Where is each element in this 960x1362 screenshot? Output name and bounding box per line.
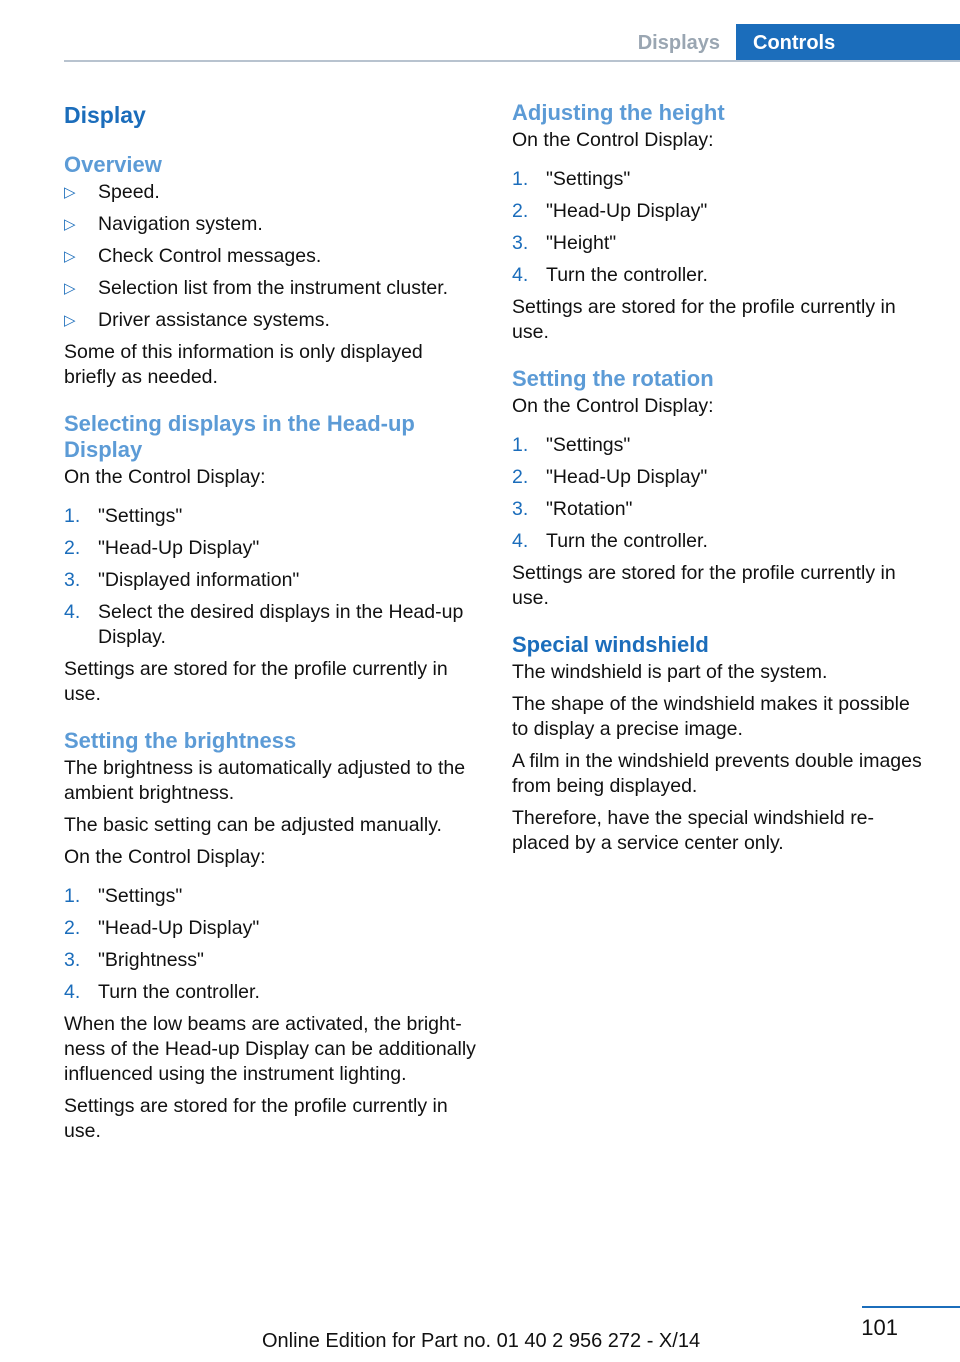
step-item: 1. "Settings" xyxy=(64,885,183,907)
running-header xyxy=(64,24,960,62)
step-number: 2. xyxy=(512,466,529,488)
step-item: 3. "Height" xyxy=(512,232,617,254)
bullet-triangle-icon: ▷ xyxy=(64,184,76,201)
step-number: 4. xyxy=(64,601,81,623)
step-item: 4. Select the desired displays in the Head-up Display. xyxy=(64,601,464,648)
windshield-paragraph: The windshield is part of the system. xyxy=(512,661,828,683)
right-column xyxy=(512,100,922,863)
brightness-note: When the low beams are activated, the brightness of the Head-up Display can be additionally influenced using the instrument lighting. xyxy=(64,1013,476,1085)
page-number: 101 xyxy=(861,1315,898,1340)
rotation-note: Settings are stored for the profile currently in use. xyxy=(512,562,896,609)
step-number: 3. xyxy=(512,232,529,254)
step-number: 1. xyxy=(64,505,81,527)
selecting-intro: On the Control Display: xyxy=(64,466,266,488)
windshield-heading: Special windshield xyxy=(512,632,709,657)
step-item: 3. "Rotation" xyxy=(512,498,633,520)
overview-heading: Overview xyxy=(64,152,162,177)
page-title: Display xyxy=(64,102,146,128)
brightness-note: Settings are stored for the profile currently in use. xyxy=(64,1095,448,1142)
step-number: 1. xyxy=(512,168,529,190)
step-item: 1. "Settings" xyxy=(512,434,631,456)
rotation-heading: Setting the rotation xyxy=(512,366,714,391)
step-number: 4. xyxy=(64,981,81,1003)
height-heading: Adjusting the height xyxy=(512,100,725,125)
step-number: 3. xyxy=(512,498,529,520)
brightness-paragraph: The basic setting can be adjusted manually. xyxy=(64,814,442,836)
step-number: 3. xyxy=(64,569,81,591)
windshield-paragraph: Therefore, have the special windshield replaced by a service center only. xyxy=(512,807,875,854)
step-item: 1. "Settings" xyxy=(512,168,631,190)
rotation-intro: On the Control Display: xyxy=(512,395,714,417)
list-item: ▷ Speed. xyxy=(64,181,160,203)
section-tab: Displays xyxy=(637,32,720,54)
brightness-heading: Setting the brightness xyxy=(64,728,297,753)
step-item: 4. Turn the controller. xyxy=(512,530,708,552)
step-item: 2. "Head-Up Display" xyxy=(64,537,260,559)
step-number: 4. xyxy=(512,264,529,286)
brightness-paragraph: The brightness is automatically adjusted to the ambient brightness. xyxy=(64,757,466,804)
selecting-heading: Selecting displays in the Head-up Display xyxy=(64,411,415,462)
windshield-paragraph: The shape of the windshield makes it possible to display a precise image. xyxy=(512,693,910,740)
rotation-steps xyxy=(512,433,922,554)
selecting-steps xyxy=(64,504,480,650)
step-item: 4. Turn the controller. xyxy=(64,981,260,1003)
footer-rule xyxy=(862,1306,960,1308)
bullet-triangle-icon: ▷ xyxy=(64,216,76,233)
step-number: 1. xyxy=(512,434,529,456)
header-rule xyxy=(64,60,960,62)
step-number: 4. xyxy=(512,530,529,552)
left-column xyxy=(64,100,480,1151)
step-number: 3. xyxy=(64,949,81,971)
step-number: 2. xyxy=(64,917,81,939)
brightness-intro: On the Control Display: xyxy=(64,846,266,868)
step-number: 2. xyxy=(512,200,529,222)
step-item: 2. "Head-Up Display" xyxy=(512,466,708,488)
step-number: 1. xyxy=(64,885,81,907)
bullet-triangle-icon: ▷ xyxy=(64,248,76,265)
overview-list xyxy=(64,180,480,333)
brightness-steps xyxy=(64,884,480,1005)
bullet-triangle-icon: ▷ xyxy=(64,280,76,297)
edition-footer: Online Edition for Part no. 01 40 2 956 272 - X/14 xyxy=(262,1330,701,1352)
selecting-note: Settings are stored for the profile currently in use. xyxy=(64,658,448,705)
overview-note: Some of this information is only displayed briefly as needed. xyxy=(64,341,423,388)
step-item: 3. "Brightness" xyxy=(64,949,204,971)
height-intro: On the Control Display: xyxy=(512,129,714,151)
list-item: ▷ Selection list from the instrument cluster. xyxy=(64,277,449,299)
step-item: 1. "Settings" xyxy=(64,505,183,527)
height-steps xyxy=(512,167,922,288)
list-item: ▷ Navigation system. xyxy=(64,213,263,235)
list-item: ▷ Driver assistance systems. xyxy=(64,309,330,331)
step-item: 2. "Head-Up Display" xyxy=(512,200,708,222)
chapter-tab: Controls xyxy=(736,24,960,62)
step-item: 4. Turn the controller. xyxy=(512,264,708,286)
bullet-triangle-icon: ▷ xyxy=(64,312,76,329)
windshield-paragraph: A film in the windshield prevents double images from being displayed. xyxy=(512,750,922,797)
height-note: Settings are stored for the profile currently in use. xyxy=(512,296,896,343)
step-number: 2. xyxy=(64,537,81,559)
step-item: 2. "Head-Up Display" xyxy=(64,917,260,939)
list-item: ▷ Check Control messages. xyxy=(64,245,322,267)
step-item: 3. "Displayed information" xyxy=(64,569,300,591)
